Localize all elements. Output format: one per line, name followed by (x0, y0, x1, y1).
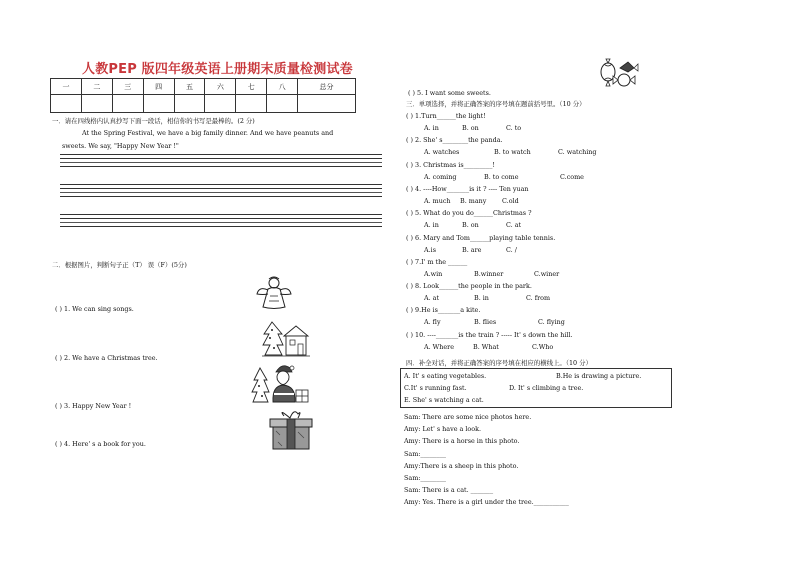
question-1-option: C. to (506, 124, 522, 132)
score-blank-cell (51, 95, 82, 113)
question-4-option: C.old (502, 196, 519, 205)
grid-line (60, 222, 382, 223)
section2-item-4: ( ) 4. Here' s a book for you. (55, 440, 146, 448)
question-2: ( ) 2. She' s________the panda. (406, 136, 503, 145)
question-8-option: C. from (526, 294, 551, 303)
score-header-cell: 一 (51, 79, 82, 95)
question-1: ( ) 1.Turn______the light! (406, 112, 486, 120)
section1-paragraph-line2: sweets. We say, "Happy New Year !" (62, 142, 179, 150)
dialogue-line: Sam: There is a cat. _______ (404, 486, 494, 495)
dialogue-line: Amy: Yes. There is a girl under the tree.___________ (404, 498, 569, 507)
dialogue-line: Sam:________ (404, 449, 446, 458)
grid-line (60, 162, 382, 163)
question-3: ( ) 3. Christmas is_________! (406, 160, 495, 169)
question-8-option: A. at (424, 294, 440, 303)
question-10-option: A. Where (424, 342, 454, 351)
score-blank-cell (236, 95, 267, 113)
section2-item-5: ( ) 5. I want some sweets. (408, 89, 491, 97)
section2-heading: 二．根据图片，判断句子正（T） 误（F）(5分) (52, 261, 187, 269)
score-header-cell: 四 (143, 79, 174, 95)
option-a: A. It' s eating vegetables. (404, 372, 487, 380)
santa-claus-icon (252, 362, 310, 404)
section3-heading: 三．单项选择，并将正确答案的序号填在题前括号里。（10 分） (406, 100, 586, 108)
score-blank-cell (143, 95, 174, 113)
question-10-option: C.Who (532, 342, 554, 351)
score-header-cell: 八 (267, 79, 298, 95)
question-9-option: A. fly (424, 318, 441, 327)
question-4-option: A. much (424, 196, 451, 205)
question-6-option: B. are (462, 245, 482, 254)
grid-line (60, 214, 382, 215)
page-title: 人教PEP 版四年级英语上册期末质量检测试卷 (82, 62, 353, 77)
question-7: ( ) 7.I' m the ______ (406, 257, 468, 266)
option-b: B.He is drawing a picture. (556, 372, 642, 380)
option-e: E. She' s watching a cat. (404, 396, 484, 404)
section1-paragraph-line1: At the Spring Festival, we have a big family dinner. And we have peanuts and (82, 129, 334, 137)
score-blank-cell (81, 95, 112, 113)
question-2-option: A. watches (424, 148, 460, 157)
question-3-option: B. to come (484, 172, 519, 181)
question-8: ( ) 8. Look______the people in the park. (406, 282, 532, 291)
dialogue-line: Amy: There is a horse in this photo. (404, 437, 520, 446)
question-6-option: A.is (424, 245, 436, 254)
question-9: ( ) 9.He is_______a kite. (406, 306, 481, 315)
question-5-option: B. on (462, 221, 479, 230)
grid-line (60, 154, 382, 155)
christmas-tree-house-icon (262, 318, 310, 358)
question-10-option: B. What (473, 342, 499, 351)
question-8-option: B. in (474, 294, 489, 303)
grid-line (60, 196, 382, 197)
score-table (50, 78, 356, 113)
score-blank-cell (298, 95, 356, 113)
score-blank-cell (112, 95, 143, 113)
grid-line (60, 184, 382, 185)
score-blank-cell (174, 95, 205, 113)
dialogue-line: Amy: Let' s have a look. (404, 425, 481, 434)
question-6-option: C. / (506, 245, 517, 254)
grid-line (60, 192, 382, 193)
question-2-option: C. watching (558, 148, 597, 157)
question-5: ( ) 5. What do you do______Christmas ? (406, 209, 532, 218)
score-header-cell: 总分 (298, 79, 356, 95)
section1-heading: 一．请在四线格内认真抄写下面一段话，相信你的书写是最棒的。(2 分) (52, 117, 255, 125)
score-header-cell: 三 (112, 79, 143, 95)
grid-line (60, 218, 382, 219)
question-7-option: C.winer (534, 269, 560, 278)
question-3-option: A. coming (424, 172, 457, 181)
question-4: ( ) 4. ----How_______is it ? ---- Ten yuan (406, 184, 529, 193)
dialogue-line: Amy:There is a sheep in this photo. (404, 461, 519, 470)
score-blank-cell (267, 95, 298, 113)
option-d: D. It' s climbing a tree. (509, 384, 584, 392)
option-c: C.It' s running fast. (404, 384, 467, 392)
score-header-cell: 七 (236, 79, 267, 95)
question-4-option: B. many (460, 196, 487, 205)
candy-icon (596, 58, 640, 94)
gift-box-icon (268, 410, 316, 450)
question-3-option: C.come (560, 172, 584, 181)
dialogue-line: Sam: There are some nice photos here. (404, 413, 532, 421)
grid-line (60, 166, 382, 167)
section4-heading: 四．补全对话，并将正确答案的序号填在相应的横线上。（10 分） (406, 359, 592, 367)
question-9-option: C. flying (538, 318, 565, 327)
question-5-option: C. at (506, 221, 522, 230)
question-10: ( ) 10. ----_______is the train ? ----- It' s down the hill. (406, 330, 573, 339)
score-header-cell: 二 (81, 79, 112, 95)
section2-item-2: ( ) 2. We have a Christmas tree. (55, 354, 158, 362)
section2-item-3: ( ) 3. Happy New Year ! (55, 402, 132, 410)
question-9-option: B. flies (474, 318, 497, 327)
score-header-cell: 五 (174, 79, 205, 95)
score-blank-cell (205, 95, 236, 113)
angel-icon (256, 276, 292, 310)
question-7-option: A.win (424, 269, 443, 278)
grid-line (60, 226, 382, 227)
grid-line (60, 158, 382, 159)
question-7-option: B.winner (474, 269, 504, 278)
dialogue-line: Sam:________ (404, 474, 446, 482)
question-6: ( ) 6. Mary and Tom______playing table tennis. (406, 233, 556, 242)
question-5-option: A. in (424, 221, 439, 230)
score-header-cell: 六 (205, 79, 236, 95)
section4-options-box (400, 368, 672, 408)
question-2-option: B. to watch (494, 148, 531, 157)
question-1-option: A. in (424, 124, 439, 132)
grid-line (60, 188, 382, 189)
question-1-option: B. on (462, 124, 479, 132)
section2-item-1: ( ) 1. We can sing songs. (55, 305, 134, 313)
